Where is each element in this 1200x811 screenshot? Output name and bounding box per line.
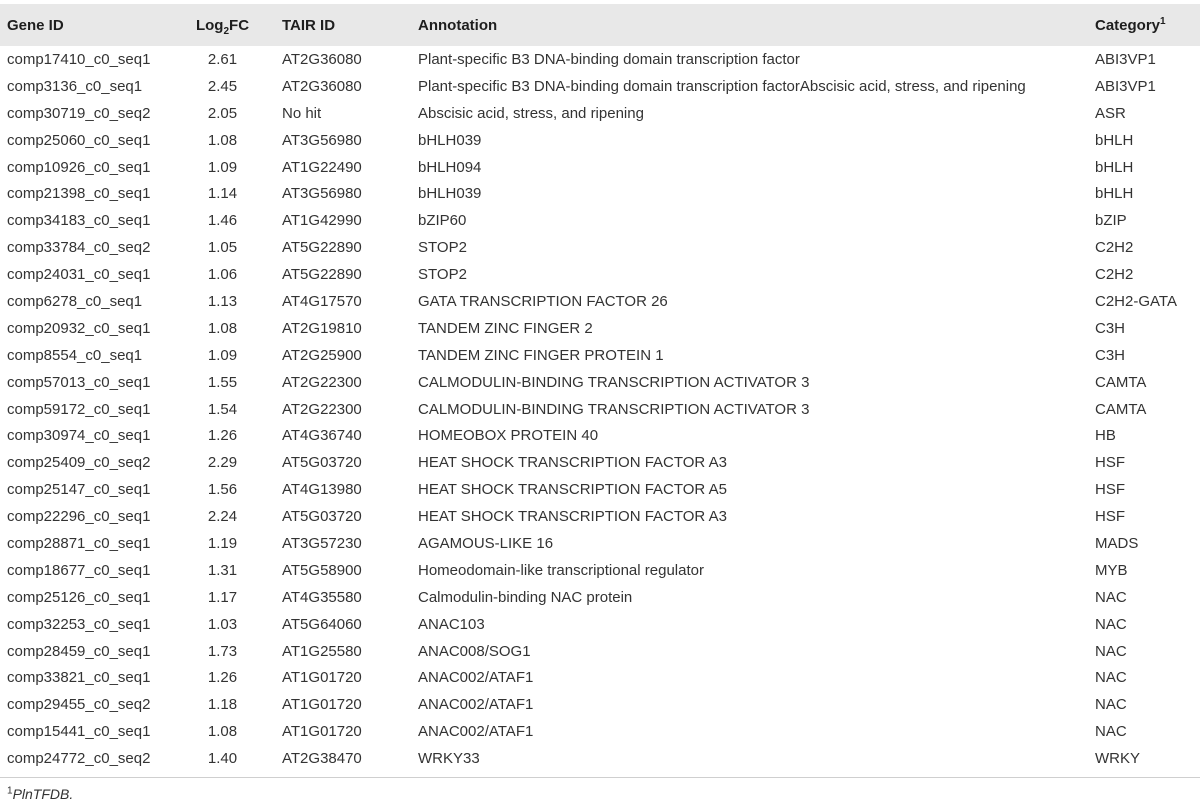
table-row bbox=[0, 745, 1200, 772]
cell-gene-id: comp10926_c0_seq1 bbox=[7, 158, 151, 176]
cell-category: HSF bbox=[1095, 481, 1125, 499]
cell-category: HSF bbox=[1095, 508, 1125, 526]
cell-category: HSF bbox=[1095, 454, 1125, 472]
cell-category: ABI3VP1 bbox=[1095, 77, 1156, 95]
cell-tair-id: AT2G36080 bbox=[282, 77, 362, 95]
cell-annotation: Plant-specific B3 DNA-binding domain transcription factorAbscisic acid, stress, and ripening bbox=[418, 77, 1026, 95]
cell-tair-id: AT1G25580 bbox=[282, 642, 362, 660]
cell-tair-id: AT4G17570 bbox=[282, 292, 362, 310]
cell-gene-id: comp32253_c0_seq1 bbox=[7, 615, 151, 633]
cell-tair-id: AT2G36080 bbox=[282, 50, 362, 68]
cell-annotation: WRKY33 bbox=[418, 750, 480, 768]
table-body bbox=[0, 46, 1200, 772]
cell-category: NAC bbox=[1095, 723, 1127, 741]
cell-category: ABI3VP1 bbox=[1095, 50, 1156, 68]
cell-log2fc: 1.08 bbox=[207, 723, 238, 741]
header-tair-id bbox=[270, 4, 418, 46]
cell-log2fc: 1.09 bbox=[207, 158, 238, 176]
cell-log2fc: 1.08 bbox=[207, 319, 238, 337]
cell-tair-id: AT3G57230 bbox=[282, 534, 362, 552]
cell-log2fc: 2.61 bbox=[207, 50, 238, 68]
cell-category: MYB bbox=[1095, 561, 1128, 579]
cell-annotation: ANAC008/SOG1 bbox=[418, 642, 531, 660]
cell-gene-id: comp21398_c0_seq1 bbox=[7, 185, 151, 203]
cell-category: bHLH bbox=[1095, 158, 1134, 176]
cell-tair-id: No hit bbox=[282, 104, 322, 122]
cell-annotation: HEAT SHOCK TRANSCRIPTION FACTOR A3 bbox=[418, 454, 727, 472]
table-row bbox=[0, 638, 1200, 665]
cell-annotation: ANAC002/ATAF1 bbox=[418, 669, 534, 687]
table-row bbox=[0, 557, 1200, 584]
header-category bbox=[1095, 4, 1200, 46]
cell-tair-id: AT3G56980 bbox=[282, 131, 362, 149]
cell-log2fc: 1.56 bbox=[207, 481, 238, 499]
gene-table bbox=[0, 4, 1200, 772]
cell-category: C2H2 bbox=[1095, 266, 1134, 284]
cell-annotation: AGAMOUS-LIKE 16 bbox=[418, 534, 554, 552]
cell-gene-id: comp20932_c0_seq1 bbox=[7, 319, 151, 337]
cell-category: MADS bbox=[1095, 534, 1139, 552]
cell-tair-id: AT2G25900 bbox=[282, 346, 362, 364]
table-row bbox=[0, 46, 1200, 73]
table-row bbox=[0, 584, 1200, 611]
cell-tair-id: AT1G01720 bbox=[282, 696, 362, 714]
header-row bbox=[0, 4, 1200, 46]
cell-gene-id: comp17410_c0_seq1 bbox=[7, 50, 151, 68]
cell-gene-id: comp24772_c0_seq2 bbox=[7, 750, 151, 768]
gene-table-container bbox=[0, 4, 1200, 772]
cell-tair-id: AT3G56980 bbox=[282, 185, 362, 203]
cell-log2fc: 1.19 bbox=[207, 534, 238, 552]
cell-category: WRKY bbox=[1095, 750, 1140, 768]
cell-log2fc: 1.26 bbox=[207, 427, 238, 445]
cell-log2fc: 1.03 bbox=[207, 615, 238, 633]
cell-annotation: bHLH039 bbox=[418, 131, 482, 149]
cell-gene-id: comp28459_c0_seq1 bbox=[7, 642, 151, 660]
header-category-label: Category bbox=[1095, 16, 1161, 34]
cell-gene-id: comp25409_c0_seq2 bbox=[7, 454, 151, 472]
cell-log2fc: 1.31 bbox=[207, 561, 238, 579]
header-log-prefix: Log bbox=[195, 16, 224, 34]
cell-annotation: ANAC002/ATAF1 bbox=[418, 696, 534, 714]
cell-log2fc: 2.29 bbox=[207, 454, 238, 472]
cell-gene-id: comp8554_c0_seq1 bbox=[7, 346, 143, 364]
cell-annotation: Abscisic acid, stress, and ripening bbox=[418, 104, 644, 122]
cell-gene-id: comp30719_c0_seq2 bbox=[7, 104, 151, 122]
cell-gene-id: comp59172_c0_seq1 bbox=[7, 400, 151, 418]
cell-gene-id: comp24031_c0_seq1 bbox=[7, 266, 151, 284]
cell-category: NAC bbox=[1095, 669, 1127, 687]
table-row bbox=[0, 691, 1200, 718]
cell-log2fc: 1.14 bbox=[207, 185, 238, 203]
cell-annotation: HEAT SHOCK TRANSCRIPTION FACTOR A5 bbox=[418, 481, 727, 499]
header-category-footnote-marker: 1 bbox=[1160, 15, 1166, 27]
cell-tair-id: AT2G38470 bbox=[282, 750, 362, 768]
footnote-text: PlnTFDB. bbox=[12, 786, 74, 802]
cell-category: C2H2 bbox=[1095, 239, 1134, 257]
cell-log2fc: 1.40 bbox=[207, 750, 238, 768]
table-row bbox=[0, 449, 1200, 476]
table-row bbox=[0, 180, 1200, 207]
header-tair-id-label: TAIR ID bbox=[282, 16, 336, 34]
cell-annotation: CALMODULIN-BINDING TRANSCRIPTION ACTIVATOR 3 bbox=[418, 400, 810, 418]
cell-gene-id: comp33784_c0_seq2 bbox=[7, 239, 151, 257]
cell-annotation: bHLH039 bbox=[418, 185, 482, 203]
cell-tair-id: AT1G22490 bbox=[282, 158, 362, 176]
table-row bbox=[0, 503, 1200, 530]
cell-category: CAMTA bbox=[1095, 373, 1147, 391]
header-log2fc bbox=[175, 4, 270, 46]
cell-log2fc: 2.45 bbox=[207, 77, 238, 95]
cell-annotation: TANDEM ZINC FINGER 2 bbox=[418, 319, 593, 337]
cell-log2fc: 1.17 bbox=[207, 588, 238, 606]
cell-tair-id: AT5G64060 bbox=[282, 615, 362, 633]
cell-category: bHLH bbox=[1095, 131, 1134, 149]
cell-category: C2H2-GATA bbox=[1095, 292, 1177, 310]
cell-category: HB bbox=[1095, 427, 1116, 445]
table-row bbox=[0, 530, 1200, 557]
cell-gene-id: comp15441_c0_seq1 bbox=[7, 723, 151, 741]
cell-log2fc: 2.05 bbox=[207, 104, 238, 122]
cell-category: NAC bbox=[1095, 615, 1127, 633]
cell-log2fc: 1.46 bbox=[207, 212, 238, 230]
cell-tair-id: AT4G13980 bbox=[282, 481, 362, 499]
header-annotation bbox=[418, 4, 1095, 46]
cell-annotation: ANAC002/ATAF1 bbox=[418, 723, 534, 741]
table-row bbox=[0, 611, 1200, 638]
table-row bbox=[0, 342, 1200, 369]
cell-category: ASR bbox=[1095, 104, 1126, 122]
cell-tair-id: AT5G03720 bbox=[282, 454, 362, 472]
cell-tair-id: AT4G35580 bbox=[282, 588, 362, 606]
table-row bbox=[0, 100, 1200, 127]
header-annotation-label: Annotation bbox=[418, 16, 498, 34]
table-row bbox=[0, 476, 1200, 503]
cell-gene-id: comp25147_c0_seq1 bbox=[7, 481, 151, 499]
cell-annotation: STOP2 bbox=[418, 266, 467, 284]
table-row bbox=[0, 718, 1200, 745]
cell-annotation: TANDEM ZINC FINGER PROTEIN 1 bbox=[418, 346, 664, 364]
cell-category: NAC bbox=[1095, 588, 1127, 606]
header-gene-id bbox=[0, 4, 175, 46]
cell-category: C3H bbox=[1095, 346, 1126, 364]
cell-tair-id: AT5G22890 bbox=[282, 266, 362, 284]
cell-category: bHLH bbox=[1095, 185, 1134, 203]
header-log-suffix: FC bbox=[229, 16, 250, 34]
cell-gene-id: comp3136_c0_seq1 bbox=[7, 77, 143, 95]
cell-annotation: bZIP60 bbox=[418, 212, 467, 230]
table-bottom-divider bbox=[0, 777, 1200, 778]
table-row bbox=[0, 396, 1200, 423]
table-row bbox=[0, 207, 1200, 234]
cell-gene-id: comp6278_c0_seq1 bbox=[7, 292, 143, 310]
table-row bbox=[0, 315, 1200, 342]
cell-tair-id: AT5G58900 bbox=[282, 561, 362, 579]
cell-gene-id: comp34183_c0_seq1 bbox=[7, 212, 151, 230]
cell-tair-id: AT1G01720 bbox=[282, 723, 362, 741]
cell-log2fc: 1.06 bbox=[207, 266, 238, 284]
table-header bbox=[0, 4, 1200, 46]
cell-tair-id: AT5G03720 bbox=[282, 508, 362, 526]
cell-log2fc: 1.05 bbox=[207, 239, 238, 257]
cell-annotation: bHLH094 bbox=[418, 158, 482, 176]
cell-annotation: Homeodomain-like transcriptional regulator bbox=[418, 561, 704, 579]
cell-tair-id: AT2G22300 bbox=[282, 373, 362, 391]
table-row bbox=[0, 73, 1200, 100]
cell-gene-id: comp28871_c0_seq1 bbox=[7, 534, 151, 552]
table-row bbox=[0, 261, 1200, 288]
cell-log2fc: 1.55 bbox=[207, 373, 238, 391]
cell-log2fc: 1.73 bbox=[207, 642, 238, 660]
cell-annotation: GATA TRANSCRIPTION FACTOR 26 bbox=[418, 292, 668, 310]
table-row bbox=[0, 288, 1200, 315]
cell-annotation: HOMEOBOX PROTEIN 40 bbox=[418, 427, 599, 445]
cell-log2fc: 1.54 bbox=[207, 400, 238, 418]
cell-log2fc: 2.24 bbox=[207, 508, 238, 526]
table-row bbox=[0, 154, 1200, 181]
cell-gene-id: comp30974_c0_seq1 bbox=[7, 427, 151, 445]
cell-gene-id: comp33821_c0_seq1 bbox=[7, 669, 151, 687]
cell-tair-id: AT5G22890 bbox=[282, 239, 362, 257]
footnote-marker: 1 bbox=[7, 785, 13, 797]
cell-annotation: STOP2 bbox=[418, 239, 467, 257]
table-row bbox=[0, 422, 1200, 449]
cell-category: bZIP bbox=[1095, 212, 1127, 230]
table-row bbox=[0, 664, 1200, 691]
cell-gene-id: comp57013_c0_seq1 bbox=[7, 373, 151, 391]
table-row bbox=[0, 234, 1200, 261]
cell-log2fc: 1.18 bbox=[207, 696, 238, 714]
cell-annotation: ANAC103 bbox=[418, 615, 485, 633]
cell-gene-id: comp18677_c0_seq1 bbox=[7, 561, 151, 579]
cell-tair-id: AT1G42990 bbox=[282, 212, 362, 230]
cell-category: CAMTA bbox=[1095, 400, 1147, 418]
cell-category: NAC bbox=[1095, 696, 1127, 714]
cell-log2fc: 1.26 bbox=[207, 669, 238, 687]
cell-tair-id: AT2G19810 bbox=[282, 319, 362, 337]
footnote bbox=[7, 786, 73, 802]
cell-annotation: HEAT SHOCK TRANSCRIPTION FACTOR A3 bbox=[418, 508, 727, 526]
cell-gene-id: comp25060_c0_seq1 bbox=[7, 131, 151, 149]
cell-annotation: Plant-specific B3 DNA-binding domain transcription factor bbox=[418, 50, 800, 68]
cell-log2fc: 1.09 bbox=[207, 346, 238, 364]
cell-log2fc: 1.13 bbox=[207, 292, 238, 310]
cell-annotation: Calmodulin-binding NAC protein bbox=[418, 588, 633, 606]
cell-annotation: CALMODULIN-BINDING TRANSCRIPTION ACTIVATOR 3 bbox=[418, 373, 810, 391]
cell-category: NAC bbox=[1095, 642, 1127, 660]
header-log-subscript: 2 bbox=[223, 25, 230, 37]
table-row bbox=[0, 369, 1200, 396]
table-row bbox=[0, 127, 1200, 154]
header-gene-id-label: Gene ID bbox=[7, 16, 64, 34]
cell-tair-id: AT1G01720 bbox=[282, 669, 362, 687]
cell-tair-id: AT2G22300 bbox=[282, 400, 362, 418]
cell-category: C3H bbox=[1095, 319, 1126, 337]
cell-tair-id: AT4G36740 bbox=[282, 427, 362, 445]
cell-log2fc: 1.08 bbox=[207, 131, 238, 149]
cell-gene-id: comp25126_c0_seq1 bbox=[7, 588, 151, 606]
cell-gene-id: comp29455_c0_seq2 bbox=[7, 696, 151, 714]
cell-gene-id: comp22296_c0_seq1 bbox=[7, 508, 151, 526]
